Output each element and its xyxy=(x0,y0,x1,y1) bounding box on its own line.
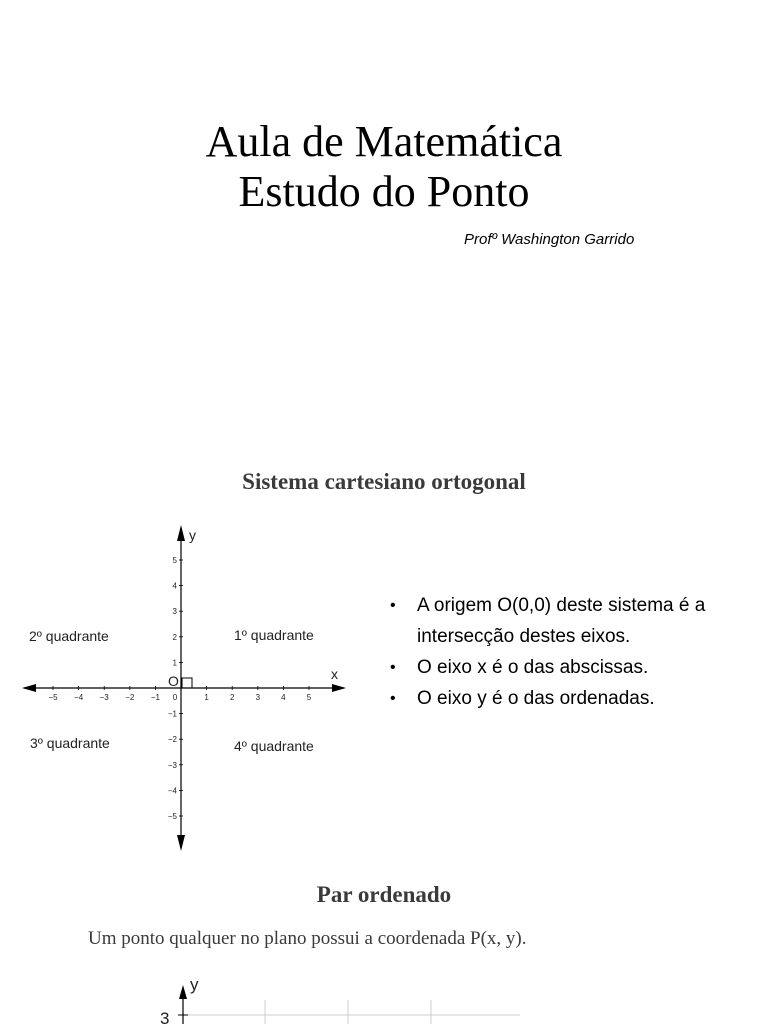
bullet-item xyxy=(387,683,762,714)
x-tick-label: 0 xyxy=(172,693,178,702)
x-tick-label: 3 xyxy=(255,693,261,702)
x-tick-label: −2 xyxy=(125,693,135,702)
bullet-text: O eixo x é o das abscissas. xyxy=(417,657,649,678)
partial-y-tick-3: 3 xyxy=(160,1009,170,1024)
y-tick-label: −3 xyxy=(167,760,177,770)
quadrant-3-label: 3º quadrante xyxy=(30,735,110,751)
y-tick-label: −5 xyxy=(167,812,177,821)
x-tick-label: 4 xyxy=(281,693,286,702)
bullet-list xyxy=(387,590,762,714)
bullet-text: O eixo y é o das ordenadas. xyxy=(417,688,655,709)
x-tick-label: −5 xyxy=(48,693,58,702)
x-tick-label: −3 xyxy=(99,693,109,702)
y-tick-label: −1 xyxy=(167,709,177,719)
bullet-dot: • xyxy=(390,690,396,707)
ordered-pair-description: Um ponto qualquer no plano possui a coordenada P(x, y). xyxy=(88,928,527,949)
y-tick-label: 1 xyxy=(172,658,177,668)
section-title-ordered-pair: Par ordenado xyxy=(316,882,452,907)
section-title-cartesian: Sistema cartesiano ortogonal xyxy=(242,469,526,494)
y-tick-label: 2 xyxy=(172,632,177,642)
partial-y-axis-arrow xyxy=(179,985,187,999)
bullet-text: A origem O(0,0) deste sistema é a intersecção destes eixos. xyxy=(417,595,706,647)
right-angle-mark xyxy=(182,678,192,688)
bullet-dot: • xyxy=(390,597,396,614)
bullet-item xyxy=(387,652,762,683)
x-axis-arrow-left xyxy=(22,684,36,692)
bullet-item xyxy=(387,590,762,652)
y-tick-label: −2 xyxy=(167,735,177,745)
y-tick-label: 4 xyxy=(172,581,177,591)
quadrant-1-label: 1º quadrante xyxy=(234,627,314,643)
x-tick-label: 2 xyxy=(229,693,235,702)
y-tick-label: 3 xyxy=(172,607,177,617)
slide-title-line-1: Aula de Matemática xyxy=(205,117,563,166)
y-axis-arrow-top xyxy=(177,525,185,541)
quadrant-4-label: 4º quadrante xyxy=(234,738,314,754)
x-axis-label: x xyxy=(331,666,338,682)
x-tick-label: 1 xyxy=(204,693,209,702)
y-axis-arrow-bottom xyxy=(177,835,185,851)
x-axis-arrow-right xyxy=(332,684,346,692)
slide-title-line-2: Estudo do Ponto xyxy=(238,167,530,216)
y-tick-label: 5 xyxy=(172,556,177,565)
quadrant-2-label: 2º quadrante xyxy=(29,628,109,644)
author-credit: Profº Washington Garrido xyxy=(464,231,635,248)
y-axis-label: y xyxy=(189,527,196,543)
x-tick-label: −4 xyxy=(74,693,84,702)
x-tick-label: −1 xyxy=(150,693,160,702)
partial-y-label: y xyxy=(190,975,199,994)
y-tick-label: −4 xyxy=(167,786,177,796)
origin-label: O xyxy=(168,673,179,689)
bullet-dot: • xyxy=(390,659,396,676)
x-tick-label: 5 xyxy=(306,693,312,702)
